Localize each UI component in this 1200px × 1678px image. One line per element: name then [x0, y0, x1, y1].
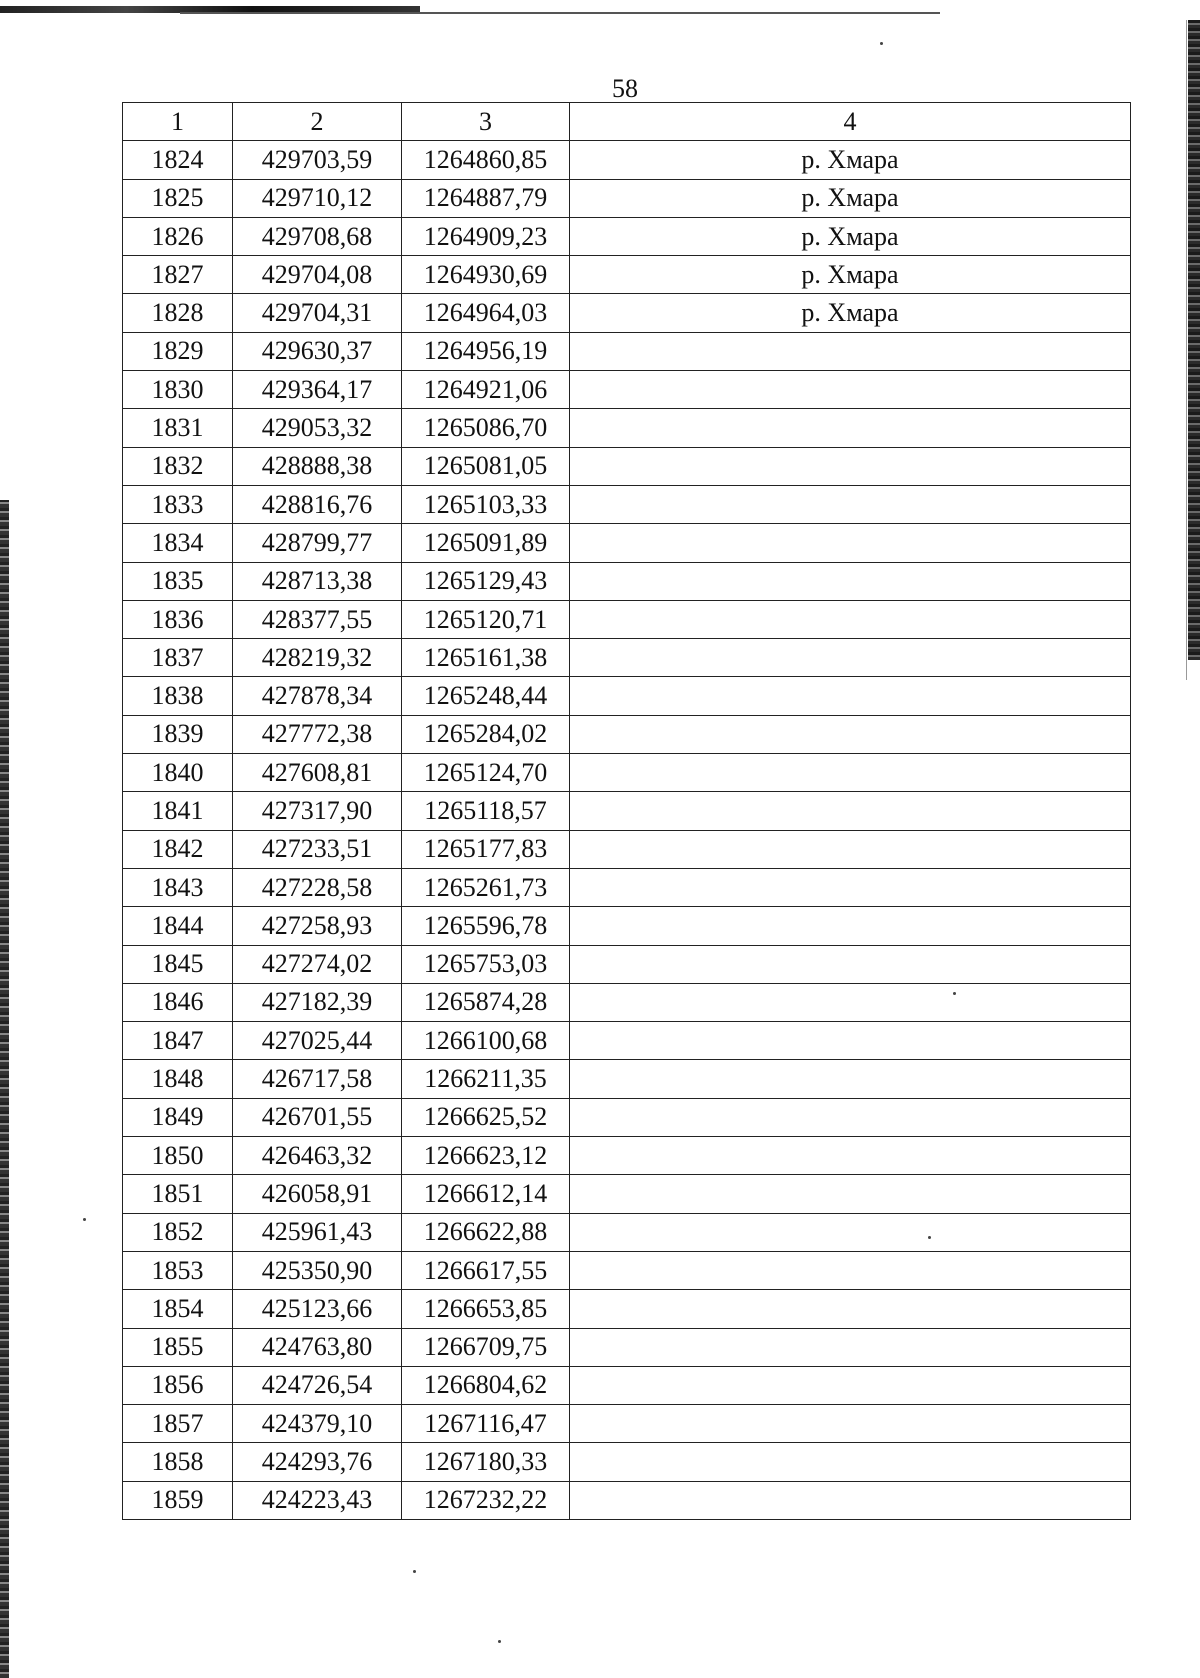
cell-point-number: 1825 [123, 179, 233, 217]
cell-point-number: 1850 [123, 1137, 233, 1175]
cell-y-coordinate: 1265261,73 [402, 868, 570, 906]
table-row [123, 1213, 1131, 1251]
cell-point-number: 1855 [123, 1328, 233, 1366]
cell-point-number: 1849 [123, 1098, 233, 1136]
cell-note [570, 1098, 1131, 1136]
cell-point-number: 1826 [123, 217, 233, 255]
table-body [123, 141, 1131, 1520]
cell-point-number: 1858 [123, 1443, 233, 1481]
scan-speck [413, 1570, 416, 1573]
cell-point-number: 1841 [123, 792, 233, 830]
cell-point-number: 1827 [123, 256, 233, 294]
cell-point-number: 1828 [123, 294, 233, 332]
cell-x-coordinate: 429630,37 [233, 332, 402, 370]
cell-note: р. Хмара [570, 179, 1131, 217]
table-row [123, 447, 1131, 485]
cell-point-number: 1848 [123, 1060, 233, 1098]
table-row [123, 485, 1131, 523]
cell-note [570, 792, 1131, 830]
cell-note [570, 1137, 1131, 1175]
cell-note [570, 907, 1131, 945]
table-row [123, 371, 1131, 409]
cell-y-coordinate: 1266804,62 [402, 1366, 570, 1404]
table-row [123, 256, 1131, 294]
cell-y-coordinate: 1265129,43 [402, 562, 570, 600]
cell-x-coordinate: 427258,93 [233, 907, 402, 945]
table-row [123, 294, 1131, 332]
cell-note [570, 983, 1131, 1021]
cell-point-number: 1845 [123, 945, 233, 983]
cell-y-coordinate: 1265091,89 [402, 524, 570, 562]
cell-point-number: 1838 [123, 677, 233, 715]
table-row [123, 868, 1131, 906]
cell-point-number: 1843 [123, 868, 233, 906]
cell-note [570, 1481, 1131, 1519]
cell-note [570, 600, 1131, 638]
table-row [123, 562, 1131, 600]
cell-x-coordinate: 424726,54 [233, 1366, 402, 1404]
cell-y-coordinate: 1265874,28 [402, 983, 570, 1021]
cell-point-number: 1835 [123, 562, 233, 600]
cell-y-coordinate: 1266622,88 [402, 1213, 570, 1251]
cell-point-number: 1824 [123, 141, 233, 179]
table-row [123, 945, 1131, 983]
cell-y-coordinate: 1265124,70 [402, 754, 570, 792]
cell-y-coordinate: 1266625,52 [402, 1098, 570, 1136]
cell-point-number: 1856 [123, 1366, 233, 1404]
table-row [123, 1366, 1131, 1404]
cell-y-coordinate: 1266709,75 [402, 1328, 570, 1366]
cell-note [570, 677, 1131, 715]
cell-point-number: 1829 [123, 332, 233, 370]
cell-point-number: 1859 [123, 1481, 233, 1519]
cell-x-coordinate: 426463,32 [233, 1137, 402, 1175]
cell-y-coordinate: 1265248,44 [402, 677, 570, 715]
cell-y-coordinate: 1264930,69 [402, 256, 570, 294]
table-row [123, 907, 1131, 945]
cell-y-coordinate: 1265118,57 [402, 792, 570, 830]
cell-point-number: 1834 [123, 524, 233, 562]
cell-y-coordinate: 1265081,05 [402, 447, 570, 485]
cell-x-coordinate: 427228,58 [233, 868, 402, 906]
cell-y-coordinate: 1264964,03 [402, 294, 570, 332]
cell-x-coordinate: 428816,76 [233, 485, 402, 523]
cell-y-coordinate: 1266617,55 [402, 1251, 570, 1289]
cell-note [570, 639, 1131, 677]
table-row [123, 1443, 1131, 1481]
cell-x-coordinate: 427274,02 [233, 945, 402, 983]
scan-speck [498, 1640, 501, 1643]
table-row [123, 1060, 1131, 1098]
cell-note [570, 1328, 1131, 1366]
cell-point-number: 1851 [123, 1175, 233, 1213]
cell-y-coordinate: 1266623,12 [402, 1137, 570, 1175]
cell-x-coordinate: 425961,43 [233, 1213, 402, 1251]
table-row [123, 1098, 1131, 1136]
cell-y-coordinate: 1266612,14 [402, 1175, 570, 1213]
cell-y-coordinate: 1265103,33 [402, 485, 570, 523]
cell-note [570, 1251, 1131, 1289]
table-row [123, 1481, 1131, 1519]
cell-note [570, 1060, 1131, 1098]
cell-y-coordinate: 1264860,85 [402, 141, 570, 179]
cell-x-coordinate: 424379,10 [233, 1405, 402, 1443]
table-row [123, 677, 1131, 715]
cell-note [570, 868, 1131, 906]
cell-y-coordinate: 1265177,83 [402, 830, 570, 868]
table-row [123, 1405, 1131, 1443]
coordinates-table [122, 102, 1131, 1520]
cell-x-coordinate: 428219,32 [233, 639, 402, 677]
cell-x-coordinate: 427025,44 [233, 1022, 402, 1060]
cell-x-coordinate: 424293,76 [233, 1443, 402, 1481]
cell-x-coordinate: 427772,38 [233, 715, 402, 753]
cell-x-coordinate: 428888,38 [233, 447, 402, 485]
table-row [123, 715, 1131, 753]
cell-point-number: 1854 [123, 1290, 233, 1328]
table-row [123, 1290, 1131, 1328]
cell-x-coordinate: 427317,90 [233, 792, 402, 830]
cell-y-coordinate: 1267180,33 [402, 1443, 570, 1481]
cell-y-coordinate: 1266100,68 [402, 1022, 570, 1060]
scan-artifact-top-line [180, 12, 940, 14]
cell-note [570, 1213, 1131, 1251]
cell-x-coordinate: 429708,68 [233, 217, 402, 255]
cell-note [570, 371, 1131, 409]
cell-y-coordinate: 1264921,06 [402, 371, 570, 409]
cell-note [570, 485, 1131, 523]
cell-y-coordinate: 1265753,03 [402, 945, 570, 983]
page-number: 58 [612, 74, 638, 103]
cell-note [570, 1022, 1131, 1060]
cell-point-number: 1846 [123, 983, 233, 1021]
cell-x-coordinate: 424763,80 [233, 1328, 402, 1366]
cell-point-number: 1842 [123, 830, 233, 868]
cell-y-coordinate: 1266211,35 [402, 1060, 570, 1098]
cell-note [570, 715, 1131, 753]
cell-x-coordinate: 426058,91 [233, 1175, 402, 1213]
cell-note [570, 1175, 1131, 1213]
header-row [123, 103, 1131, 141]
cell-note [570, 945, 1131, 983]
cell-note [570, 447, 1131, 485]
cell-point-number: 1853 [123, 1251, 233, 1289]
cell-x-coordinate: 427182,39 [233, 983, 402, 1021]
cell-y-coordinate: 1265284,02 [402, 715, 570, 753]
cell-point-number: 1832 [123, 447, 233, 485]
scan-speck [880, 42, 883, 45]
table-row [123, 1251, 1131, 1289]
cell-point-number: 1847 [123, 1022, 233, 1060]
cell-note: р. Хмара [570, 217, 1131, 255]
table-row [123, 179, 1131, 217]
cell-x-coordinate: 428713,38 [233, 562, 402, 600]
table-row [123, 217, 1131, 255]
cell-point-number: 1837 [123, 639, 233, 677]
cell-note [570, 1290, 1131, 1328]
cell-y-coordinate: 1265120,71 [402, 600, 570, 638]
cell-x-coordinate: 425350,90 [233, 1251, 402, 1289]
cell-note [570, 332, 1131, 370]
cell-x-coordinate: 426701,55 [233, 1098, 402, 1136]
cell-x-coordinate: 427233,51 [233, 830, 402, 868]
cell-y-coordinate: 1265161,38 [402, 639, 570, 677]
cell-x-coordinate: 429710,12 [233, 179, 402, 217]
cell-y-coordinate: 1265086,70 [402, 409, 570, 447]
cell-x-coordinate: 429704,08 [233, 256, 402, 294]
cell-point-number: 1830 [123, 371, 233, 409]
header-cell-point-number: 1 [123, 103, 233, 141]
cell-x-coordinate: 425123,66 [233, 1290, 402, 1328]
cell-y-coordinate: 1264956,19 [402, 332, 570, 370]
scan-artifact-left-edge [0, 500, 9, 1678]
cell-x-coordinate: 428377,55 [233, 600, 402, 638]
header-cell-x: 2 [233, 103, 402, 141]
table-row [123, 830, 1131, 868]
table-row [123, 1175, 1131, 1213]
cell-point-number: 1852 [123, 1213, 233, 1251]
cell-note [570, 1405, 1131, 1443]
cell-y-coordinate: 1264909,23 [402, 217, 570, 255]
table-row [123, 1328, 1131, 1366]
cell-x-coordinate: 427878,34 [233, 677, 402, 715]
table-header [123, 103, 1131, 141]
cell-point-number: 1857 [123, 1405, 233, 1443]
cell-point-number: 1839 [123, 715, 233, 753]
cell-y-coordinate: 1264887,79 [402, 179, 570, 217]
cell-x-coordinate: 427608,81 [233, 754, 402, 792]
scan-artifact-right-edge [1188, 20, 1200, 660]
scan-speck [83, 1218, 86, 1221]
cell-x-coordinate: 428799,77 [233, 524, 402, 562]
cell-y-coordinate: 1267232,22 [402, 1481, 570, 1519]
cell-x-coordinate: 424223,43 [233, 1481, 402, 1519]
cell-note [570, 409, 1131, 447]
cell-point-number: 1840 [123, 754, 233, 792]
cell-x-coordinate: 429053,32 [233, 409, 402, 447]
table-row [123, 409, 1131, 447]
cell-point-number: 1844 [123, 907, 233, 945]
table-row [123, 524, 1131, 562]
cell-point-number: 1831 [123, 409, 233, 447]
table-row [123, 754, 1131, 792]
cell-point-number: 1833 [123, 485, 233, 523]
cell-note [570, 1366, 1131, 1404]
cell-y-coordinate: 1267116,47 [402, 1405, 570, 1443]
cell-note: р. Хмара [570, 294, 1131, 332]
cell-x-coordinate: 429704,31 [233, 294, 402, 332]
table-row [123, 332, 1131, 370]
cell-note [570, 562, 1131, 600]
table-row [123, 639, 1131, 677]
cell-y-coordinate: 1265596,78 [402, 907, 570, 945]
cell-note [570, 830, 1131, 868]
cell-y-coordinate: 1266653,85 [402, 1290, 570, 1328]
table-row [123, 1137, 1131, 1175]
scan-artifact-right-line [1186, 20, 1187, 680]
cell-note [570, 524, 1131, 562]
cell-note [570, 1443, 1131, 1481]
table-row [123, 983, 1131, 1021]
table-row [123, 600, 1131, 638]
table-row [123, 1022, 1131, 1060]
table-row [123, 792, 1131, 830]
cell-x-coordinate: 429703,59 [233, 141, 402, 179]
cell-x-coordinate: 426717,58 [233, 1060, 402, 1098]
header-cell-y: 3 [402, 103, 570, 141]
cell-note [570, 754, 1131, 792]
cell-note: р. Хмара [570, 256, 1131, 294]
cell-point-number: 1836 [123, 600, 233, 638]
cell-note: р. Хмара [570, 141, 1131, 179]
table-row [123, 141, 1131, 179]
cell-x-coordinate: 429364,17 [233, 371, 402, 409]
header-cell-note: 4 [570, 103, 1131, 141]
